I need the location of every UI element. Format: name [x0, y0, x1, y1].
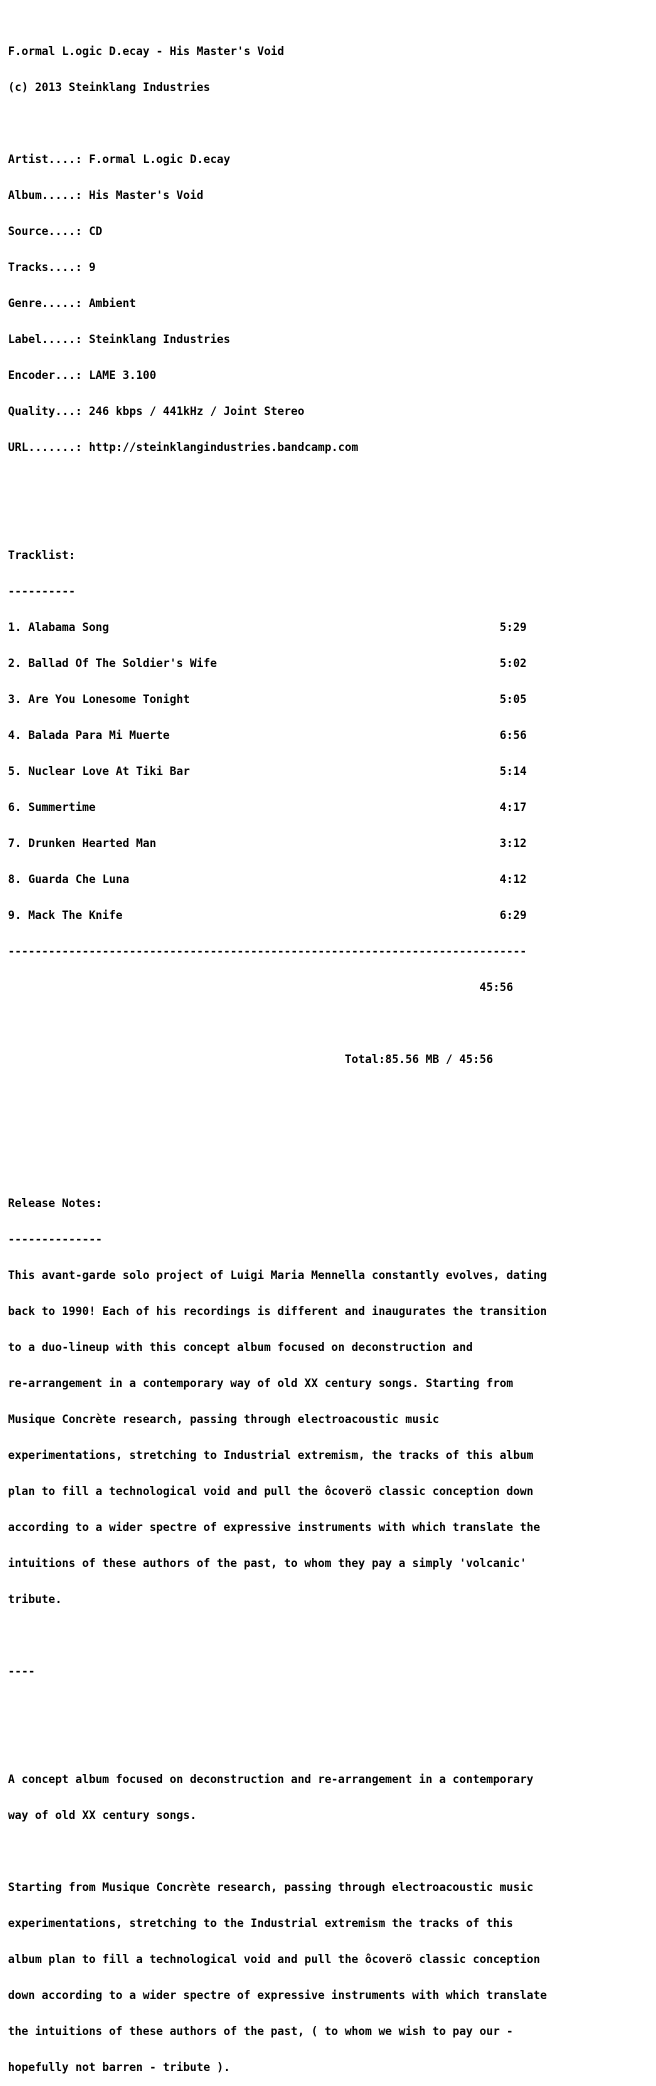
tracklist-total: Total:85.56 MB / 45:56 [8, 1053, 493, 1066]
notes-line: back to 1990! Each of his recordings is different and inaugurates the transition [8, 1305, 547, 1318]
notes-line: Starting from Musique Concrète research, passing through electroacoustic music [8, 1881, 534, 1894]
blank-line [8, 514, 656, 526]
blank-line [8, 1846, 656, 1858]
blank-line [8, 478, 656, 490]
notes-line: experimentations, stretching to Industrial extremism, the tracks of this album [8, 1449, 534, 1462]
info-album: Album.....: His Master's Void [8, 189, 204, 202]
info-url: URL.......: http://steinklangindustries.bandcamp.com [8, 441, 359, 454]
blank-line [8, 1162, 656, 1174]
notes-line: Musique Concrète research, passing through electroacoustic music [8, 1413, 440, 1426]
blank-line [8, 1702, 656, 1714]
info-tracks: Tracks....: 9 [8, 261, 96, 274]
track-row: 2. Ballad Of The Soldier's Wife 5:02 [8, 657, 527, 670]
tracklist-total-time: 45:56 [8, 981, 514, 994]
track-row: 9. Mack The Knife 6:29 [8, 909, 527, 922]
info-label: Label.....: Steinklang Industries [8, 333, 231, 346]
tracklist-rule: ----------------------------------------------------------------------------- [8, 945, 527, 958]
notes-line: according to a wider spectre of expressive instruments with which translate the [8, 1521, 541, 1534]
notes-line: the intuitions of these authors of the past, ( to whom we wish to pay our - [8, 2025, 514, 2038]
track-row: 6. Summertime 4:17 [8, 801, 527, 814]
blank-line [8, 118, 656, 130]
blank-line [8, 1126, 656, 1138]
notes-line: plan to fill a technological void and pull the ôcoverö classic conception down [8, 1485, 534, 1498]
notes-line: This avant-garde solo project of Luigi Maria Mennella constantly evolves, dating [8, 1269, 547, 1282]
document-title: F.ormal L.ogic D.ecay - His Master's Void [8, 45, 285, 58]
blank-line [8, 1738, 656, 1750]
track-row: 8. Guarda Che Luna 4:12 [8, 873, 527, 886]
notes-line: album plan to fill a technological void and pull the ôcoverö classic conception [8, 1953, 541, 1966]
info-quality: Quality...: 246 kbps / 441kHz / Joint Stereo [8, 405, 305, 418]
info-encoder: Encoder...: LAME 3.100 [8, 369, 157, 382]
notes-separator: ---- [8, 1665, 35, 1678]
blank-line [8, 1090, 656, 1102]
blank-line [8, 1630, 656, 1642]
notes-line: tribute. [8, 1593, 62, 1606]
notes-line: A concept album focused on deconstruction and re-arrangement in a contemporary [8, 1773, 534, 1786]
blank-line [8, 1018, 656, 1030]
notes-line: experimentations, stretching to the Industrial extremism the tracks of this [8, 1917, 514, 1930]
info-genre: Genre.....: Ambient [8, 297, 136, 310]
copyright-line: (c) 2013 Steinklang Industries [8, 81, 211, 94]
track-row: 7. Drunken Hearted Man 3:12 [8, 837, 527, 850]
info-source: Source....: CD [8, 225, 103, 238]
notes-line: re-arrangement in a contemporary way of old XX century songs. Starting from [8, 1377, 514, 1390]
tracklist-heading: Tracklist: [8, 549, 76, 562]
info-artist: Artist....: F.ormal L.ogic D.ecay [8, 153, 231, 166]
notes-line: down according to a wider spectre of expressive instruments with which translate [8, 1989, 547, 2002]
notes-line: to a duo-lineup with this concept album focused on deconstruction and [8, 1341, 473, 1354]
track-row: 4. Balada Para Mi Muerte 6:56 [8, 729, 527, 742]
tracklist-underline: ---------- [8, 585, 76, 598]
notes-line: way of old XX century songs. [8, 1809, 197, 1822]
track-row: 3. Are You Lonesome Tonight 5:05 [8, 693, 527, 706]
release-notes-heading: Release Notes: [8, 1197, 103, 1210]
track-row: 1. Alabama Song 5:29 [8, 621, 527, 634]
track-row: 5. Nuclear Love At Tiki Bar 5:14 [8, 765, 527, 778]
notes-line: intuitions of these authors of the past, to whom they pay a simply 'volcanic' [8, 1557, 527, 1570]
release-notes-underline: -------------- [8, 1233, 103, 1246]
notes-line: hopefully not barren - tribute ). [8, 2061, 231, 2074]
